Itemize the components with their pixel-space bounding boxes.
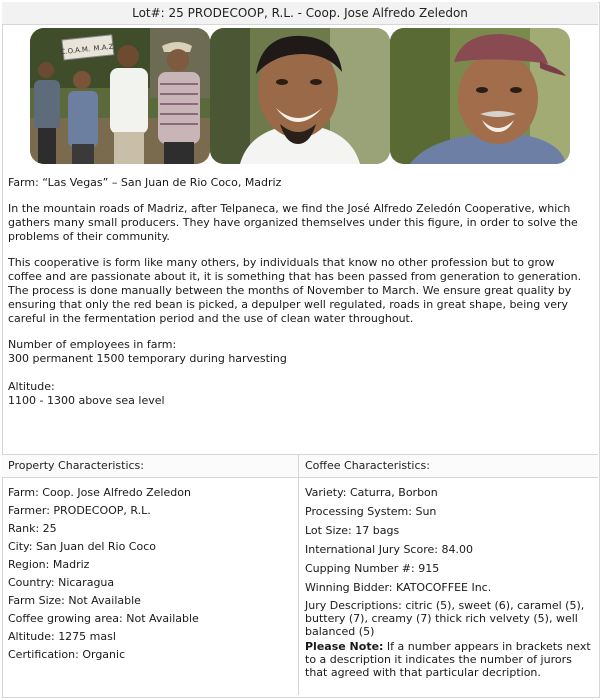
property-country: Country: Nicaragua <box>8 576 115 589</box>
property-altitude: Altitude: 1275 masl <box>8 630 116 643</box>
please-note <box>305 640 592 679</box>
employees-label: Number of employees in farm: <box>8 338 177 351</box>
property-farm-size: Farm Size: Not Available <box>8 594 141 607</box>
note-text: If a number appears in brackets next to a description it indicates the number of jurors that agreed with that particular decription. <box>305 640 591 679</box>
property-certification: Certification: Organic <box>8 648 126 661</box>
property-rank: Rank: 25 <box>8 522 57 535</box>
property-growing-area: Coffee growing area: Not Available <box>8 612 199 625</box>
sign-text: C.O.A.M. M.A.Z. <box>60 42 117 57</box>
property-region: Region: Madriz <box>8 558 90 571</box>
farm-line: Farm: “Las Vegas” – San Juan de Rio Coco, Madriz <box>8 176 282 189</box>
employees-section <box>8 338 586 366</box>
coffee-heading: Coffee Characteristics: <box>299 455 598 478</box>
property-characteristics <box>2 455 299 695</box>
coffee-characteristics <box>299 455 598 695</box>
coffee-jury-descriptions: Jury Descriptions: citric (5), sweet (6), caramel (5), buttery (7), creamy (7) thick rich velvety (5), well balanced (5) <box>305 599 585 638</box>
description-paragraph: In the mountain roads of Madriz, after Telpaneca, we find the José Alfredo Zeledón Cooperative, which gathers many small producers. They have organized themselves under this figure, in order to solve the problems of their community. <box>8 202 578 243</box>
property-farmer: Farmer: PRODECOOP, R.L. <box>8 504 151 517</box>
coffee-lot-size: Lot Size: 17 bags <box>305 524 400 537</box>
farmers-group-photo <box>30 28 210 164</box>
lot-description <box>8 176 586 422</box>
coffee-variety: Variety: Caturra, Borbon <box>305 486 438 499</box>
description-paragraph: This cooperative is form like many others, by individuals that know no other profession but to grow coffee and are passionate about it, it is something that has been passed from generation to generation. The process is done manually between the months of November to March. We ensure great quality by ensuring that only the red bean is picked, a depulper well regulated, roads in great shape, being very careful in the fermentation period and the use of clean water throughout. <box>8 256 582 325</box>
coffee-processing: Processing System: Sun <box>305 505 437 518</box>
property-farm: Farm: Coop. Jose Alfredo Zeledon <box>8 486 191 499</box>
farmer-photo-strip <box>30 28 570 164</box>
altitude-section <box>8 380 586 408</box>
property-city: City: San Juan del Rio Coco <box>8 540 156 553</box>
coffee-jury-score: International Jury Score: 84.00 <box>305 543 473 556</box>
property-heading: Property Characteristics: <box>2 455 298 478</box>
coffee-cupping-number: Cupping Number #: 915 <box>305 562 440 575</box>
older-farmer-photo <box>390 28 570 164</box>
altitude-value: 1100 - 1300 above sea level <box>8 394 165 407</box>
characteristics-table <box>2 454 598 695</box>
smiling-farmer-photo <box>210 28 390 164</box>
employees-value: 300 permanent 1500 temporary during harvesting <box>8 352 287 365</box>
coffee-winning-bidder: Winning Bidder: KATOCOFFEE Inc. <box>305 581 492 594</box>
altitude-label: Altitude: <box>8 380 55 393</box>
note-label: Please Note: <box>305 640 384 653</box>
lot-title: Lot#: 25 PRODECOOP, R.L. - Coop. Jose Alfredo Zeledon <box>2 2 598 25</box>
